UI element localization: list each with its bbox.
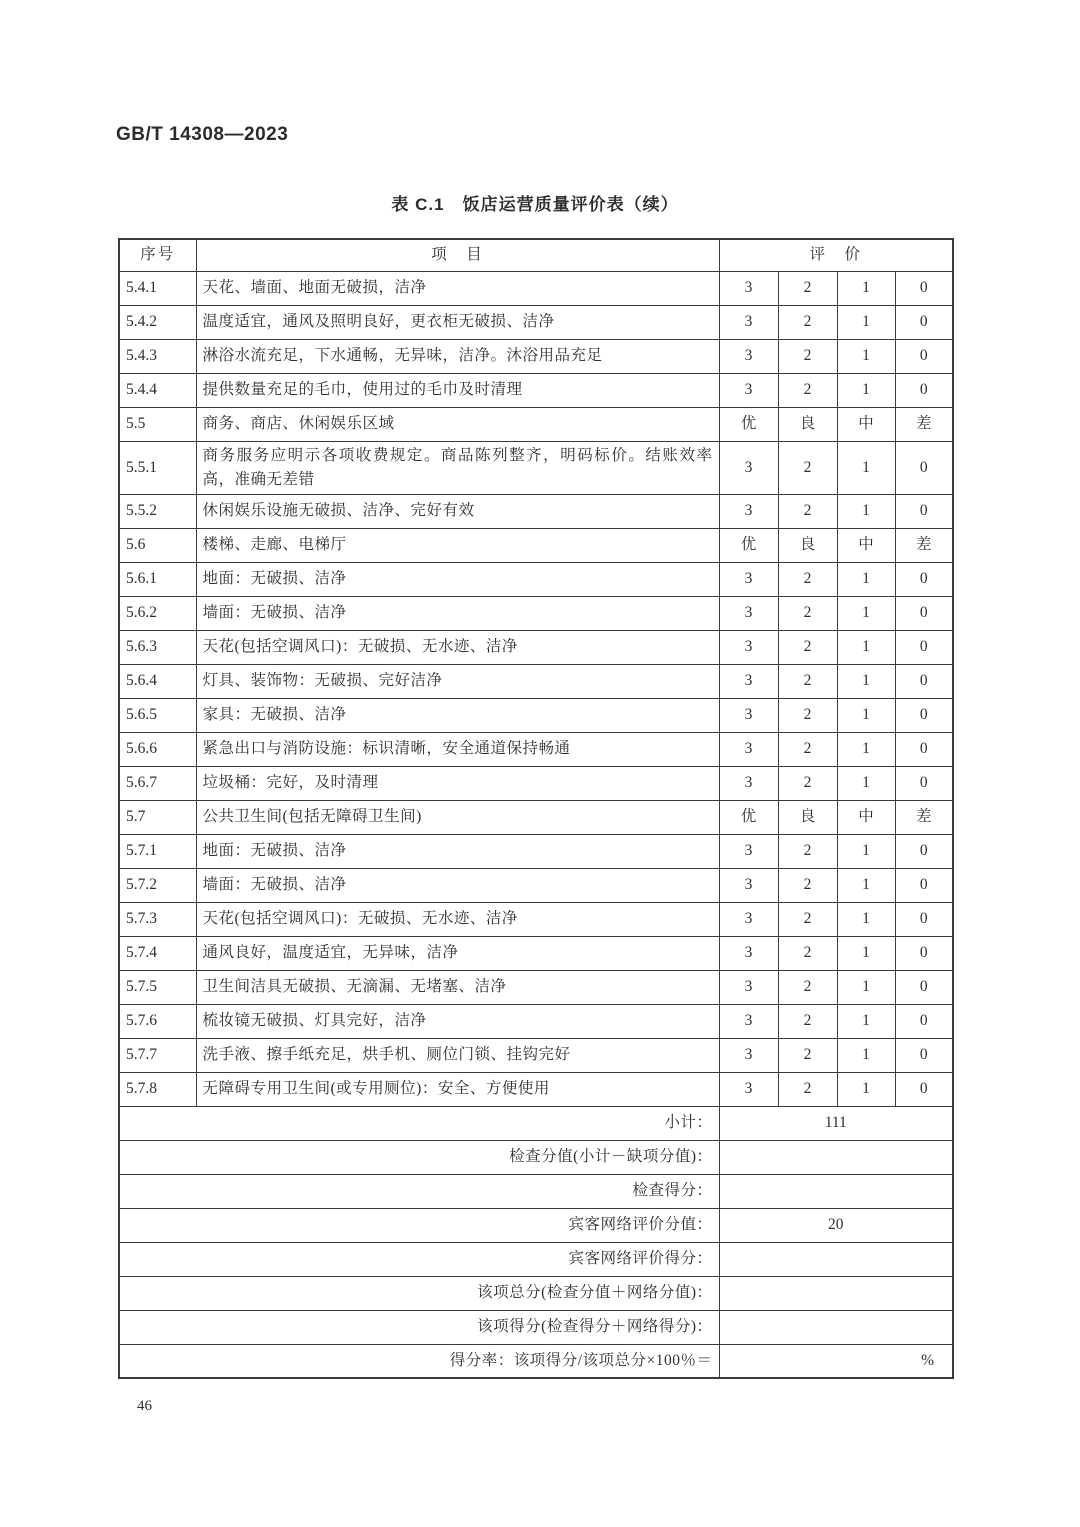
row-item-text: 地面：无破损、洁净 [196,562,719,596]
mark-cell: 1 [837,664,895,698]
summary-value: 111 [719,1106,953,1140]
table-row [119,970,953,1004]
row-number: 5.7.8 [119,1072,196,1106]
table-row [119,528,953,562]
mark-cell: 2 [778,630,837,664]
summary-label: 检查分值(小计－缺项分值)： [119,1140,719,1174]
standard-code: GB/T 14308—2023 [116,124,289,145]
summary-value [719,1310,953,1344]
mark-cell: 1 [837,766,895,800]
table-row [119,562,953,596]
mark-cell: 2 [778,902,837,936]
mark-cell: 3 [719,1038,778,1072]
table-row [119,1004,953,1038]
mark-cell: 3 [719,630,778,664]
table-row [119,834,953,868]
table-row [119,1038,953,1072]
row-item-text: 休闲娱乐设施无破损、洁净、完好有效 [196,494,719,528]
mark-cell: 2 [778,305,837,339]
summary-value [719,1242,953,1276]
mark-cell: 0 [895,305,953,339]
col-header-evaluation: 评 价 [719,239,953,271]
row-item-text: 地面：无破损、洁净 [196,834,719,868]
mark-cell: 良 [778,800,837,834]
mark-cell: 3 [719,732,778,766]
row-number: 5.5.1 [119,441,196,494]
table-row [119,732,953,766]
summary-value: 20 [719,1208,953,1242]
mark-cell: 3 [719,664,778,698]
summary-row [119,1106,953,1140]
mark-cell: 3 [719,562,778,596]
row-item-text: 洗手液、擦手纸充足，烘手机、厕位门锁、挂钩完好 [196,1038,719,1072]
mark-cell: 1 [837,271,895,305]
row-number: 5.4.2 [119,305,196,339]
mark-cell: 差 [895,528,953,562]
mark-cell: 1 [837,339,895,373]
row-number: 5.5 [119,407,196,441]
summary-row [119,1174,953,1208]
mark-cell: 1 [837,562,895,596]
mark-cell: 1 [837,834,895,868]
table-row [119,698,953,732]
mark-cell: 3 [719,271,778,305]
mark-cell: 2 [778,596,837,630]
table-row [119,596,953,630]
mark-cell: 0 [895,664,953,698]
mark-cell: 3 [719,868,778,902]
table-row [119,494,953,528]
mark-cell: 差 [895,407,953,441]
mark-cell: 1 [837,630,895,664]
table-row [119,936,953,970]
row-number: 5.6 [119,528,196,562]
mark-cell: 0 [895,373,953,407]
mark-cell: 中 [837,407,895,441]
mark-cell: 优 [719,407,778,441]
mark-cell: 1 [837,698,895,732]
mark-cell: 1 [837,373,895,407]
table-row [119,305,953,339]
mark-cell: 2 [778,664,837,698]
table-row [119,339,953,373]
row-number: 5.6.1 [119,562,196,596]
col-header-seq: 序号 [119,239,196,271]
mark-cell: 3 [719,494,778,528]
summary-label: 得分率：该项得分/该项总分×100％＝ [119,1344,719,1378]
mark-cell: 0 [895,1038,953,1072]
row-item-text: 楼梯、走廊、电梯厅 [196,528,719,562]
row-number: 5.4.3 [119,339,196,373]
mark-cell: 3 [719,596,778,630]
row-item-text: 卫生间洁具无破损、无滴漏、无堵塞、洁净 [196,970,719,1004]
summary-value [719,1276,953,1310]
table-row [119,271,953,305]
summary-label: 宾客网络评价得分： [119,1242,719,1276]
summary-row [119,1208,953,1242]
row-number: 5.6.4 [119,664,196,698]
mark-cell: 0 [895,271,953,305]
mark-cell: 0 [895,970,953,1004]
mark-cell: 2 [778,1038,837,1072]
row-number: 5.6.5 [119,698,196,732]
mark-cell: 中 [837,528,895,562]
mark-cell: 0 [895,441,953,494]
summary-row [119,1276,953,1310]
row-item-text: 无障碍专用卫生间(或专用厕位)：安全、方便使用 [196,1072,719,1106]
mark-cell: 2 [778,834,837,868]
row-item-text: 温度适宜，通风及照明良好，更衣柜无破损、洁净 [196,305,719,339]
mark-cell: 3 [719,305,778,339]
mark-cell: 1 [837,441,895,494]
table-row [119,800,953,834]
row-item-text: 商务、商店、休闲娱乐区域 [196,407,719,441]
row-item-text: 公共卫生间(包括无障碍卫生间) [196,800,719,834]
mark-cell: 0 [895,339,953,373]
mark-cell: 优 [719,800,778,834]
mark-cell: 0 [895,1072,953,1106]
mark-cell: 1 [837,305,895,339]
mark-cell: 2 [778,271,837,305]
mark-cell: 0 [895,596,953,630]
summary-label: 检查得分： [119,1174,719,1208]
mark-cell: 0 [895,834,953,868]
mark-cell: 0 [895,868,953,902]
page-number: 46 [137,1398,152,1414]
row-item-text: 通风良好，温度适宜，无异味，洁净 [196,936,719,970]
row-item-text: 天花(包括空调风口)：无破损、无水迹、洁净 [196,902,719,936]
row-number: 5.7.4 [119,936,196,970]
mark-cell: 3 [719,698,778,732]
mark-cell: 3 [719,834,778,868]
evaluation-table [118,238,954,1379]
mark-cell: 2 [778,562,837,596]
mark-cell: 0 [895,698,953,732]
mark-cell: 3 [719,441,778,494]
row-item-text: 商务服务应明示各项收费规定。商品陈列整齐，明码标价。结账效率高，准确无差错 [196,441,719,494]
mark-cell: 0 [895,732,953,766]
mark-cell: 优 [719,528,778,562]
mark-cell: 3 [719,1004,778,1038]
mark-cell: 2 [778,936,837,970]
header-row [119,239,953,271]
table-row [119,441,953,494]
mark-cell: 3 [719,373,778,407]
table-title: 表 C.1 饭店运营质量评价表（续） [391,195,679,214]
summary-value: % [719,1344,953,1378]
summary-label: 小计： [119,1106,719,1140]
mark-cell: 2 [778,494,837,528]
mark-cell: 0 [895,562,953,596]
row-item-text: 家具：无破损、洁净 [196,698,719,732]
table-row [119,664,953,698]
mark-cell: 3 [719,902,778,936]
row-item-text: 墙面：无破损、洁净 [196,596,719,630]
mark-cell: 1 [837,732,895,766]
table-row [119,373,953,407]
table-row [119,868,953,902]
row-number: 5.7.5 [119,970,196,1004]
row-number: 5.4.4 [119,373,196,407]
mark-cell: 1 [837,1072,895,1106]
mark-cell: 0 [895,1004,953,1038]
mark-cell: 1 [837,1038,895,1072]
mark-cell: 0 [895,936,953,970]
mark-cell: 3 [719,936,778,970]
mark-cell: 3 [719,1072,778,1106]
summary-row [119,1310,953,1344]
mark-cell: 中 [837,800,895,834]
mark-cell: 2 [778,732,837,766]
mark-cell: 2 [778,868,837,902]
row-item-text: 墙面：无破损、洁净 [196,868,719,902]
mark-cell: 2 [778,373,837,407]
mark-cell: 0 [895,630,953,664]
summary-label: 该项得分(检查得分＋网络得分)： [119,1310,719,1344]
mark-cell: 2 [778,1072,837,1106]
col-header-item: 项 目 [196,239,719,271]
summary-row [119,1344,953,1378]
mark-cell: 2 [778,970,837,1004]
row-item-text: 天花、墙面、地面无破损，洁净 [196,271,719,305]
mark-cell: 1 [837,596,895,630]
row-number: 5.7.6 [119,1004,196,1038]
row-item-text: 提供数量充足的毛巾，使用过的毛巾及时清理 [196,373,719,407]
row-number: 5.6.6 [119,732,196,766]
row-item-text: 天花(包括空调风口)：无破损、无水迹、洁净 [196,630,719,664]
mark-cell: 3 [719,766,778,800]
summary-value [719,1140,953,1174]
row-number: 5.6.3 [119,630,196,664]
mark-cell: 良 [778,528,837,562]
row-number: 5.7.2 [119,868,196,902]
summary-label: 宾客网络评价分值： [119,1208,719,1242]
table-row [119,630,953,664]
mark-cell: 1 [837,936,895,970]
row-item-text: 梳妆镜无破损、灯具完好，洁净 [196,1004,719,1038]
table-row [119,902,953,936]
mark-cell: 0 [895,766,953,800]
row-item-text: 淋浴水流充足，下水通畅，无异味，洁净。沐浴用品充足 [196,339,719,373]
table-body [119,271,953,1106]
mark-cell: 0 [895,902,953,936]
row-number: 5.7.7 [119,1038,196,1072]
mark-cell: 1 [837,494,895,528]
mark-cell: 差 [895,800,953,834]
mark-cell: 2 [778,698,837,732]
row-number: 5.7 [119,800,196,834]
mark-cell: 2 [778,1004,837,1038]
table-header [119,239,953,271]
summary-value [719,1174,953,1208]
row-number: 5.6.2 [119,596,196,630]
mark-cell: 0 [895,494,953,528]
summary-label: 该项总分(检查分值＋网络分值)： [119,1276,719,1310]
mark-cell: 良 [778,407,837,441]
row-number: 5.6.7 [119,766,196,800]
row-number: 5.7.1 [119,834,196,868]
summary-row [119,1242,953,1276]
mark-cell: 3 [719,339,778,373]
mark-cell: 2 [778,339,837,373]
table-row [119,407,953,441]
mark-cell: 1 [837,902,895,936]
mark-cell: 3 [719,970,778,1004]
table-row [119,1072,953,1106]
summary-row [119,1140,953,1174]
table-summary [119,1106,953,1378]
mark-cell: 1 [837,868,895,902]
mark-cell: 1 [837,970,895,1004]
mark-cell: 2 [778,441,837,494]
row-item-text: 灯具、装饰物：无破损、完好洁净 [196,664,719,698]
row-item-text: 垃圾桶：完好，及时清理 [196,766,719,800]
row-item-text: 紧急出口与消防设施：标识清晰，安全通道保持畅通 [196,732,719,766]
row-number: 5.5.2 [119,494,196,528]
table-row [119,766,953,800]
mark-cell: 1 [837,1004,895,1038]
row-number: 5.7.3 [119,902,196,936]
row-number: 5.4.1 [119,271,196,305]
mark-cell: 2 [778,766,837,800]
